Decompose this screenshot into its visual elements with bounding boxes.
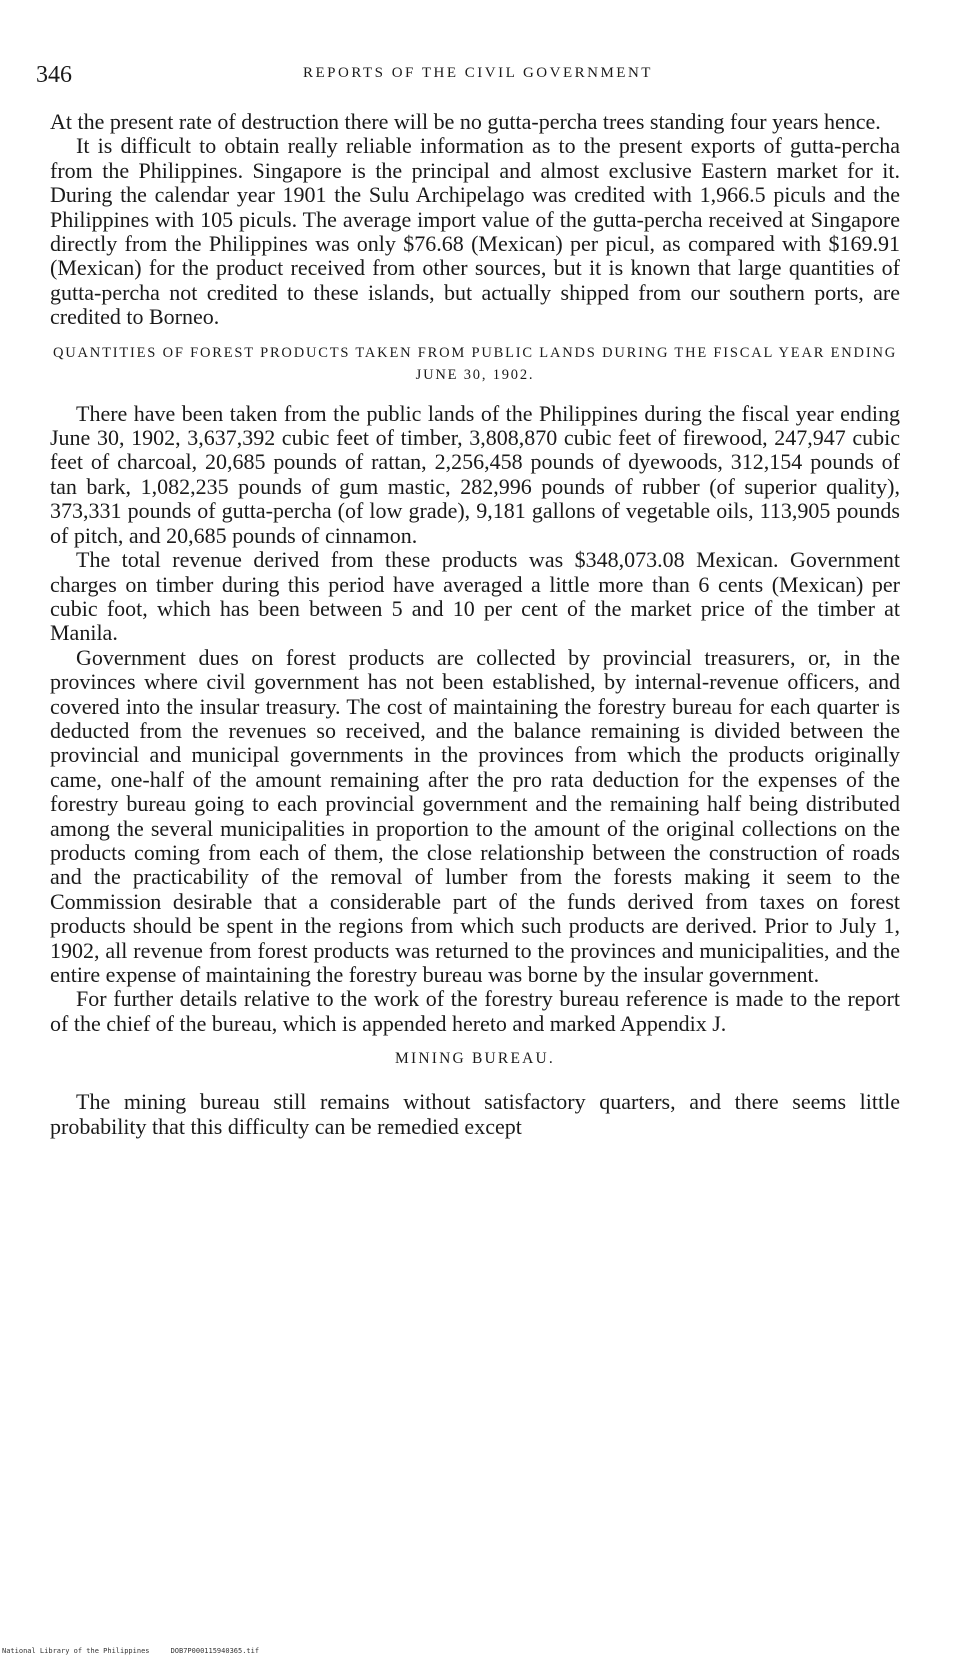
scan-footer: National Library of the Philippines DOB7P000115940365.tif [2,1647,260,1655]
body-text [50,110,900,1139]
paragraph-government-dues: Government dues on forest products are collected by provincial treasurers, or, in the provinces where civil government has not been established, by internal-revenue officers, and covered into the insular treasury. The cost of maintaining the forestry bureau for each quarter is deducted from the revenues so received, and the balance remaining is divided between the provincial and municipal governments in the provinces from which the products originally came, one-half of the amount remaining after the pro rata deduction for the expenses of the forestry bureau going to each provincial government and the remaining half being distributed among the several municipalities in proportion to the amount of the original collections on the products coming from each of them, the close relationship between the construction of roads and the practicability of the removal of lumber from the forests making it seem to the Commission desirable that a considerable part of the funds derived from taxes on forest products should be spent in the regions from which such products are derived. Prior to July 1, 1902, all revenue from forest products was returned to the provinces and municipalities, and the entire expense of maintaining the forestry bureau was borne by the insular government. [50,644,900,987]
section-heading-forest-products: QUANTITIES OF FOREST PRODUCTS TAKEN FROM PUBLIC LANDS DURING THE FISCAL YEAR ENDING JUNE 30, 1902. [52,344,898,383]
page-header [36,62,920,90]
paragraph-total-revenue: The total revenue derived from these products was $348,073.08 Mexican. Government charges on timber during this period have averaged a little more than 6 cents (Mexican) per cubic foot, which has been between 5 and 10 per cent of the market price of the timber at Manila. [50,547,900,646]
paragraph-mining-bureau: The mining bureau still remains without satisfactory quarters, and there seems little probability that this difficulty can be remedied except [50,1089,900,1139]
section-heading-mining-bureau: MINING BUREAU. [395,1050,555,1068]
paragraph-continuation: At the present rate of destruction there will be no gutta-percha trees standing four years hence. [50,109,881,134]
page-number: 346 [36,62,72,88]
paragraph-forest-products-quantities: There have been taken from the public lands of the Philippines during the fiscal year ending June 30, 1902, 3,637,392 cubic feet of timber, 3,808,870 cubic feet of firewood, 247,947 cubic feet of charcoal, 20,685 pounds of rattan, 2,256,458 pounds of dyewoods, 312,154 pounds of tan bark, 1,082,235 pounds of gum mastic, 282,996 pounds of rubber (of superior quality), 373,331 pounds of gutta-percha (of low grade), 9,181 gallons of vegetable oils, 113,905 pounds of pitch, and 20,685 pounds of cinnamon. [50,400,900,548]
paragraph-further-details: For further details relative to the work of the forestry bureau reference is made to the report of the chief of the bureau, which is appended hereto and marked Appendix J. [50,986,900,1036]
running-title: REPORTS OF THE CIVIL GOVERNMENT [303,65,653,81]
paragraph-gutta-percha-exports: It is difficult to obtain really reliable information as to the present exports of gutta-percha from the Philippines. Singapore is the principal and almost exclusive Eastern market for it. During the calendar year 1901 the Sulu Archipelago was credited with 1,966.5 piculs and the Philippines with 105 piculs. The average import value of the gutta-percha received at Singapore directly from the Philippines was only $76.68 (Mexican) per picul, as compared with $169.91 (Mexican) for the product received from other sources, but it is known that large quantities of gutta-percha not credited to these islands, but actually shipped from our southern ports, are credited to Borneo. [50,133,900,330]
